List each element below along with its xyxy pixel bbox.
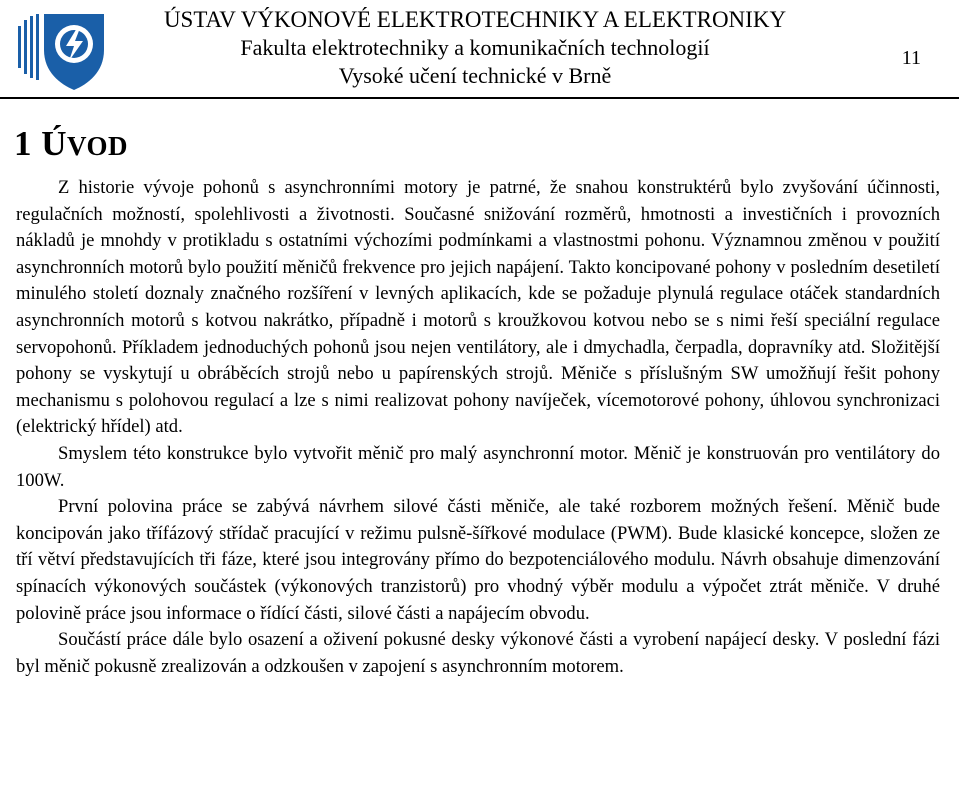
chapter-title-first-letter: Ú [41, 124, 68, 163]
institute-name: ÚSTAV VÝKONOVÉ ELEKTROTECHNIKY A ELEKTRONIKY [163, 7, 787, 32]
page-header [0, 0, 959, 98]
body-text [16, 175, 940, 680]
page-number: 11 [901, 47, 921, 69]
chapter-number: 1 [14, 124, 32, 163]
paragraph: První polovina práce se zabývá návrhem silové části měniče, ale také rozborem možných řešení. Měnič bude koncipován jako třífázový střídač pracující v režimu pulsně-šířkové modulace (PWM). Bude klasické koncepce, složen ze tří větví představujících tři fáze, které jsou integrovány přímo do bezpotenciálového modulu. Návrh obsahuje dimenzování spínacích výkonových součástek (výkonových tranzistorů) pro vhodný výběr modulu a výpočet ztrát měniče. V druhé polovině práce jsou informace o řídící části, silové části a napájecím obvodu. [16, 496, 940, 624]
paragraph: Součástí práce dále bylo osazení a oživení pokusné desky výkonové části a vyrobení napájecí desky. V poslední fázi byl měnič pokusně zrealizován a odzkoušen v zapojení s asynchronním motorem. [16, 629, 940, 677]
paragraph: Smyslem této konstrukce bylo vytvořit měnič pro malý asynchronní motor. Měnič je konstruován pro ventilátory do 100W. [16, 442, 940, 491]
faculty-name: Fakulta elektrotechniky a komunikačních technologií [240, 35, 710, 60]
paragraph: Z historie vývoje pohonů s asynchronními motory je patrné, že snahou konstruktérů bylo zvyšování účinnosti, regulačních možností, spolehlivosti a životnosti. Současné snižování rozměrů, hmotnosti a investičních i provozních nákladů je mnohdy v protikladu s ostatními výchozími podmínkami a vlastnostmi pohonu. Významnou změnou v použití asynchronních motorů bylo použití měničů frekvence pro jejich napájení. Takto koncipované pohony v posledním desetiletí minulého století doznaly značného rozšíření v levných aplikacích, kde se požaduje plynulá regulace otáček standardních asynchronních motorů s kotvou nakrátko, případně i motorů s kroužkovou kotvou nebo se s nimi řeší speciální regulace servopohonů. Příkladem jednoduchých pohonů jsou nejen ventilátory, ale i dmychadla, čerpadla, dopravníky atd. Složitější pohony se vyskytují u obráběcích strojů nebo u papírenských strojů. Měniče s příslušným SW umožňují řešit pohony mechanismu s polohovou regulací a lze s nimi realizovat pohony navíječek, vícemotorové pohony, úhlovou synchronizaci (elektrický hřídel) atd. [16, 177, 940, 438]
header-divider [0, 97, 959, 99]
university-name: Vysoké učení technické v Brně [338, 63, 612, 88]
chapter-title-rest: VOD [67, 131, 128, 161]
university-logo-icon [16, 6, 111, 91]
chapter-title [14, 126, 128, 161]
